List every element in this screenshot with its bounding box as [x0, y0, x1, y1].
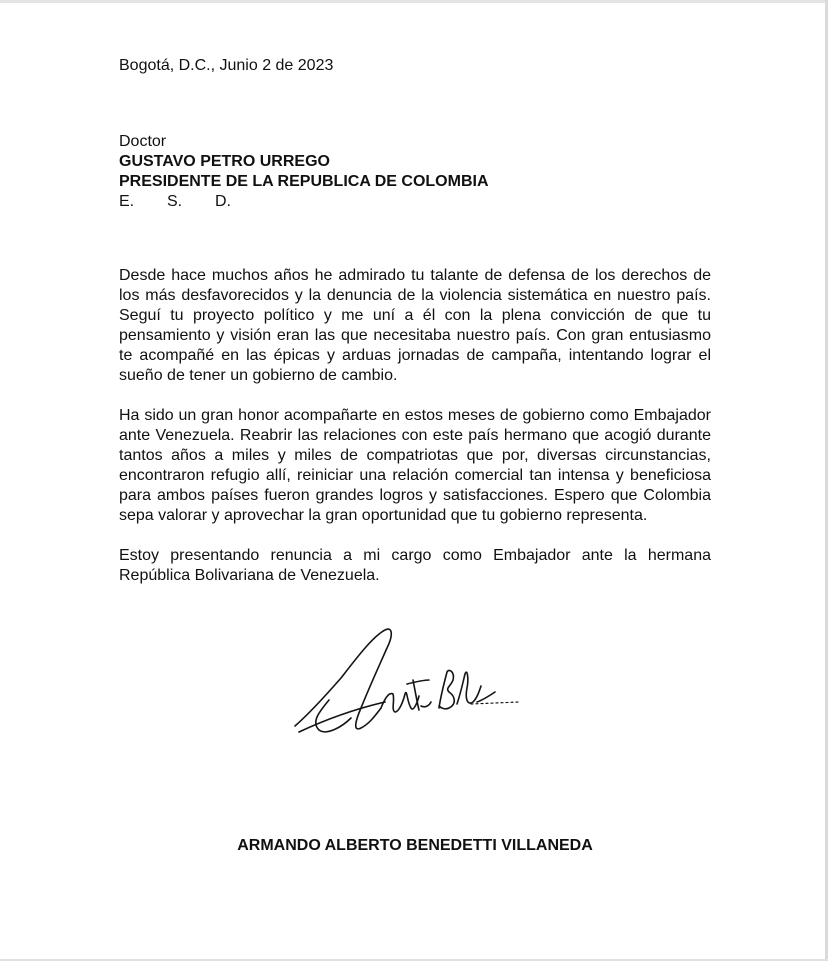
- esd-e: E.: [119, 193, 135, 210]
- signer-name: ARMANDO ALBERTO BENEDETTI VILLANEDA: [237, 837, 593, 854]
- paragraph-2: Ha sido un gran honor acompañarte en estos meses de gobierno como Embajador ante Venezuela. Reabrir las relaciones con este país hermano que acogió durante tantos años a miles y miles de compatriotas que por, diversas circunstancias, encontraron refugio allí, reiniciar una relación comercial tan intensa y beneficiosa para ambos países fueron grandes logros y satisfacciones. Espero que Colombia sepa valorar y aprovechar la gran oportunidad que tu gobierno representa.: [119, 407, 711, 524]
- salutation-title: Doctor: [119, 133, 167, 150]
- esd-d: D.: [215, 193, 231, 210]
- handwritten-signature: [289, 622, 519, 742]
- letter-body: [119, 266, 711, 606]
- paragraph-1: Desde hace muchos años he admirado tu talante de defensa de los derechos de los más desfavorecidos y la denuncia de la violencia sistemática en nuestro país. Seguí tu proyecto político y me uní a él con la plena convicción de que tu pensamiento y visión eran las que necesitaba nuestro país. Con gran entusiasmo te acompañé en las épicas y arduas jornadas de campaña, intentando lograr el sueño de tener un gobierno de cambio.: [119, 267, 711, 384]
- addressee-block: [119, 132, 489, 212]
- paragraph-3: Estoy presentando renuncia a mi cargo como Embajador ante la hermana República Bolivariana de Venezuela.: [119, 547, 711, 584]
- recipient-name: GUSTAVO PETRO URREGO: [119, 153, 330, 170]
- place-date: Bogotá, D.C., Junio 2 de 2023: [119, 57, 334, 74]
- esd-s: S.: [167, 193, 183, 210]
- esd-line: [119, 192, 489, 212]
- letter-page: [119, 0, 711, 961]
- recipient-position: PRESIDENTE DE LA REPUBLICA DE COLOMBIA: [119, 173, 489, 190]
